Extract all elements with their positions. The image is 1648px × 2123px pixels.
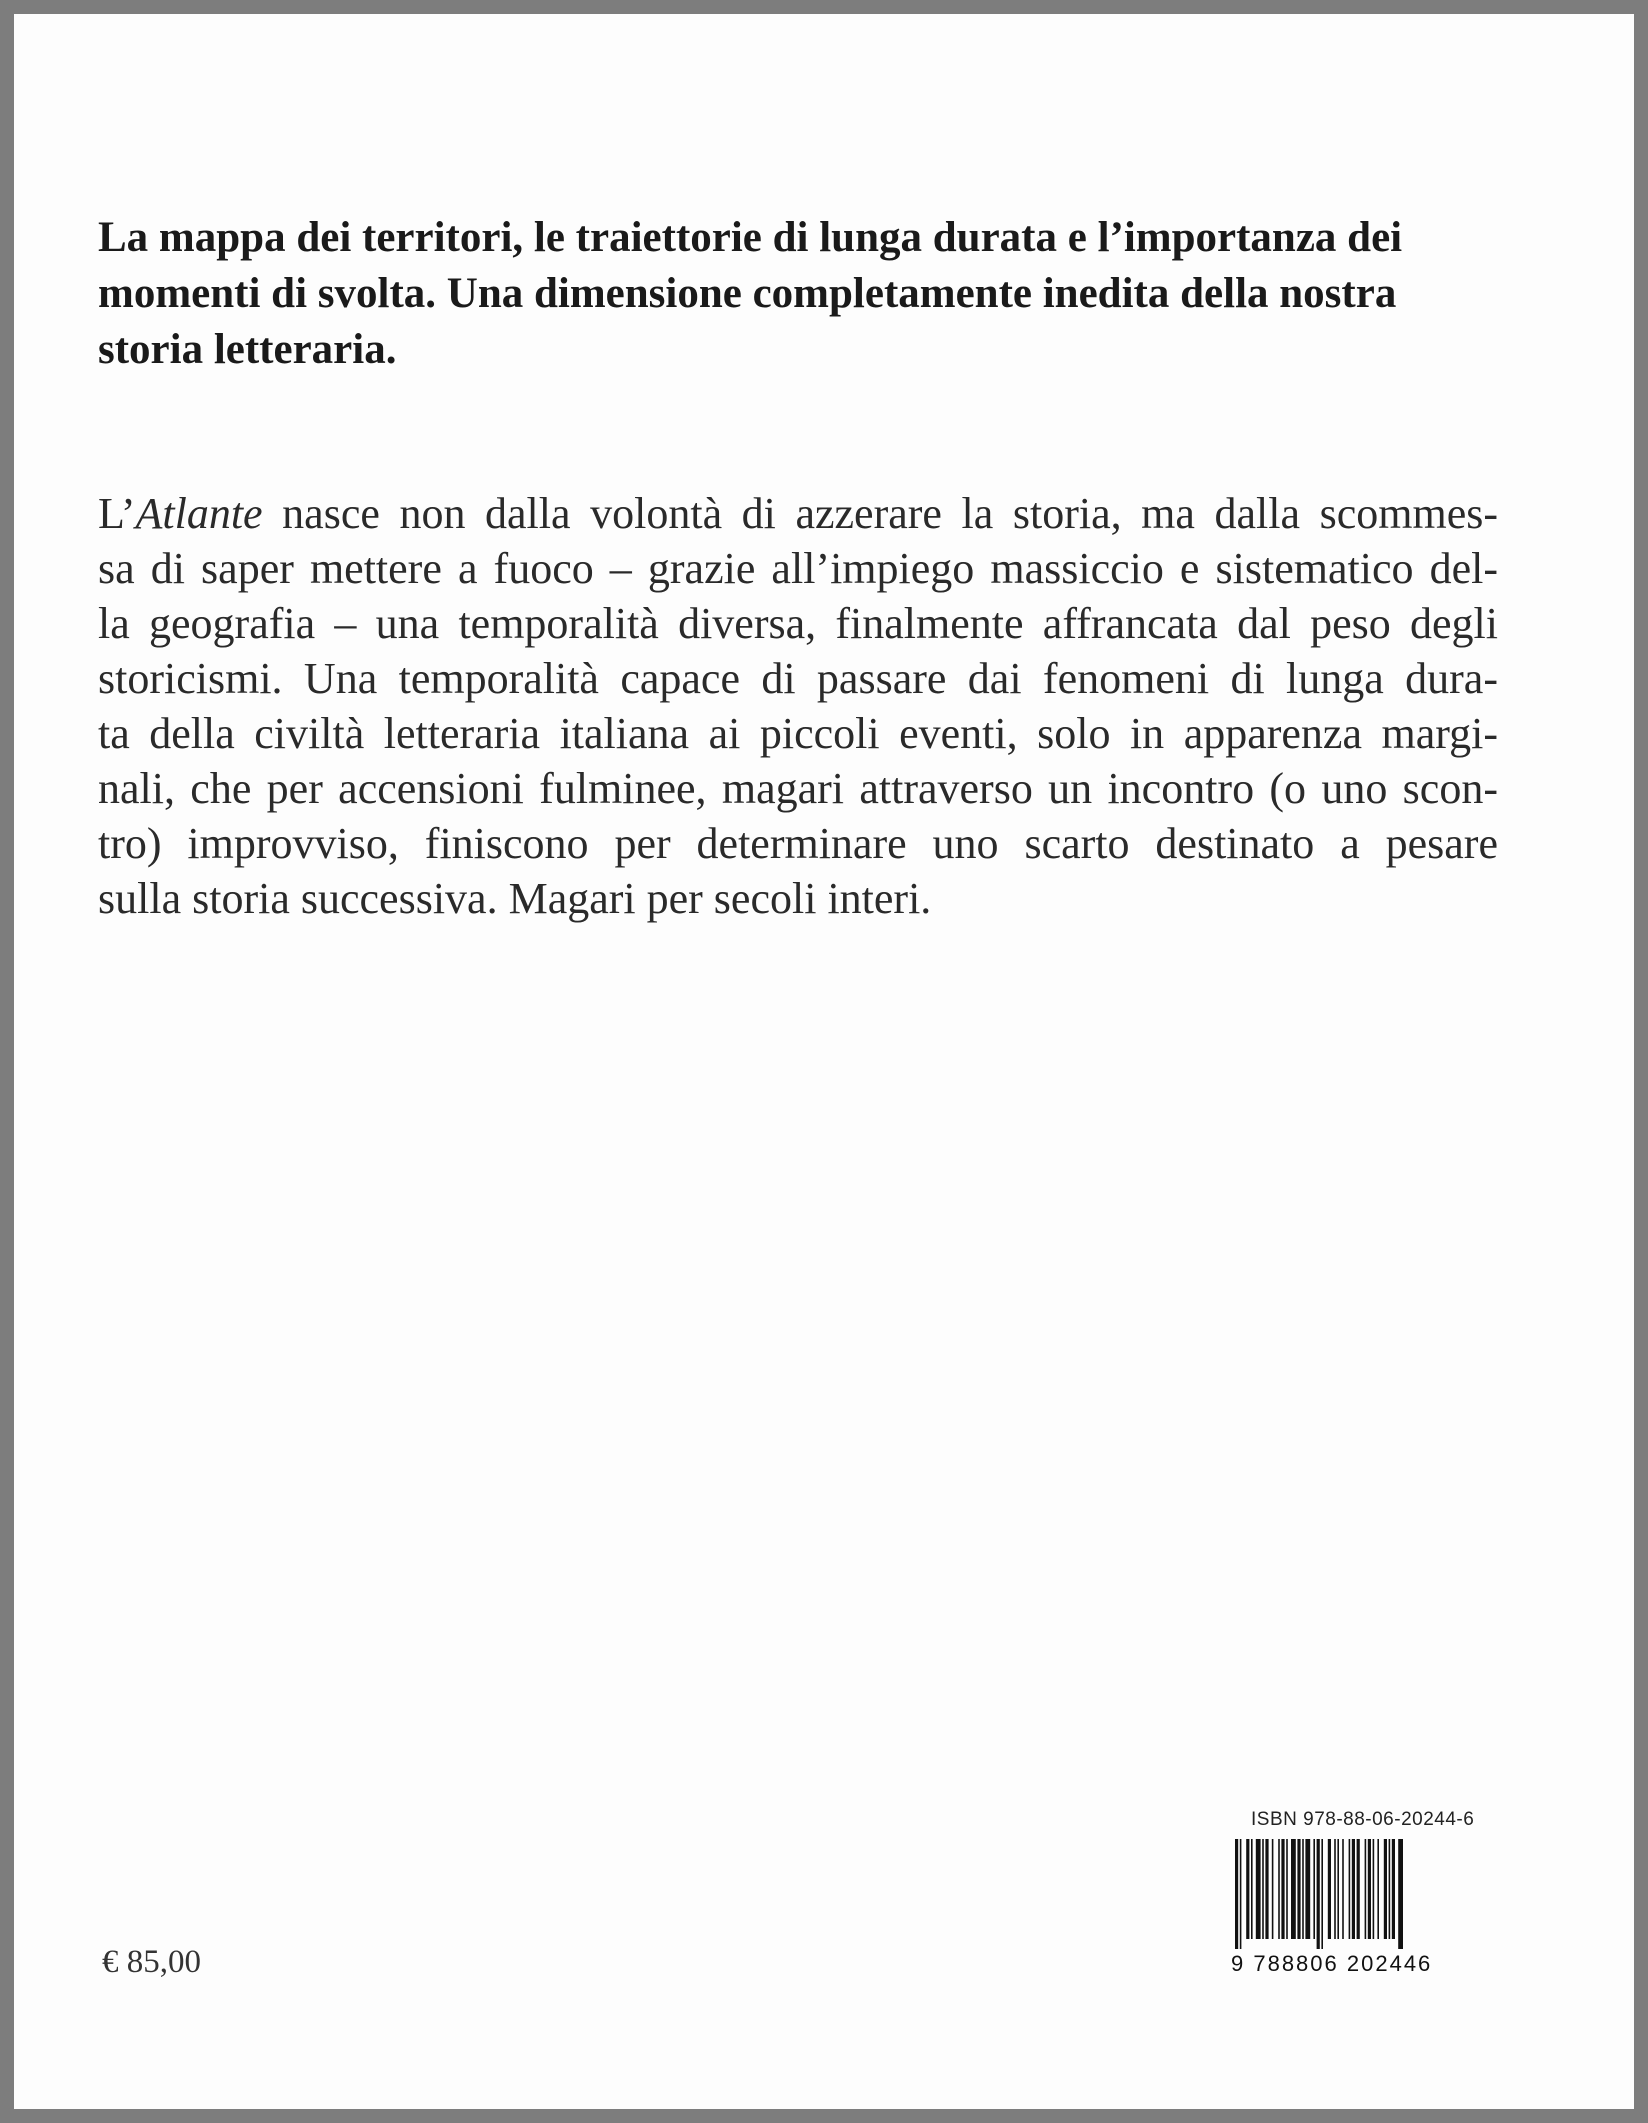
barcode-bar: [1352, 1839, 1355, 1939]
barcode-bar: [1373, 1839, 1375, 1939]
barcode-bar: [1251, 1839, 1253, 1939]
barcode-bar: [1398, 1839, 1403, 1949]
barcode-bar: [1291, 1839, 1296, 1939]
barcode-bar: [1349, 1839, 1351, 1939]
barcode-bar: [1321, 1839, 1323, 1949]
back-cover: [14, 14, 1634, 2109]
barcode-bar: [1265, 1839, 1268, 1939]
cover-description: [98, 486, 1498, 926]
barcode-bar: [1235, 1839, 1238, 1949]
price-label: € 85,00: [102, 1944, 201, 1980]
description-line: sa di saper mettere a fuoco – grazie all’impiego massiccio e sistematico del-: [98, 544, 1498, 593]
barcode-digits: 9 788806 202446: [1231, 1951, 1433, 1976]
barcode-bar: [1281, 1839, 1284, 1939]
barcode-bar: [1328, 1839, 1331, 1939]
isbn-label: ISBN 978-88-06-20244-6: [1251, 1809, 1475, 1830]
barcode-bar: [1337, 1839, 1339, 1939]
description-line: sulla storia successiva. Magari per secoli interi.: [98, 874, 932, 923]
barcode-bar: [1365, 1839, 1367, 1939]
description-line: L’Atlante nasce non dalla volontà di azzerare la storia, ma dalla scommes-: [98, 489, 1498, 538]
barcode-bar: [1342, 1839, 1344, 1939]
description-line: storicismi. Una temporalità capace di passare dai fenomeni di lunga dura-: [98, 654, 1498, 703]
barcode-bar: [1246, 1839, 1249, 1939]
barcode-bar: [1317, 1839, 1320, 1949]
barcode-bar: [1305, 1839, 1310, 1939]
barcode-block: [1231, 1809, 1486, 1977]
barcode-bar: [1392, 1839, 1395, 1939]
barcode-image: [1231, 1839, 1471, 1949]
barcode-bar: [1389, 1839, 1391, 1939]
barcode-bar: [1384, 1839, 1387, 1939]
barcode-bar: [1256, 1839, 1261, 1939]
description-line: nali, che per accensioni fulminee, magari attraverso un incontro (o uno scon-: [98, 764, 1498, 813]
barcode-bar: [1272, 1839, 1274, 1939]
barcode-bar: [1368, 1839, 1371, 1939]
barcode-bar: [1286, 1839, 1288, 1939]
barcode-bar: [1313, 1839, 1315, 1939]
barcode-bar: [1240, 1839, 1242, 1949]
barcode-bar: [1302, 1839, 1304, 1939]
book-title-italic: Atlante: [135, 489, 263, 538]
barcode-bar: [1297, 1839, 1300, 1939]
barcode-bar: [1357, 1839, 1360, 1939]
description-line: tro) improvviso, finiscono per determinare uno scarto destinato a pesare: [98, 819, 1498, 868]
barcode-bar: [1377, 1839, 1379, 1939]
barcode-bar: [1334, 1839, 1336, 1939]
barcode-bar: [1278, 1839, 1280, 1939]
description-line: la geografia – una temporalità diversa, finalmente affrancata dal peso degli: [98, 599, 1498, 648]
description-line: ta della civiltà letteraria italiana ai piccoli eventi, solo in apparenza margi-: [98, 709, 1498, 758]
cover-blurb: La mappa dei territori, le traiettorie di lunga durata e l’importanza dei momenti di svolta. Una dimensione completamente inedita della nostra storia letteraria.: [98, 214, 1403, 373]
barcode-bar: [1262, 1839, 1264, 1939]
